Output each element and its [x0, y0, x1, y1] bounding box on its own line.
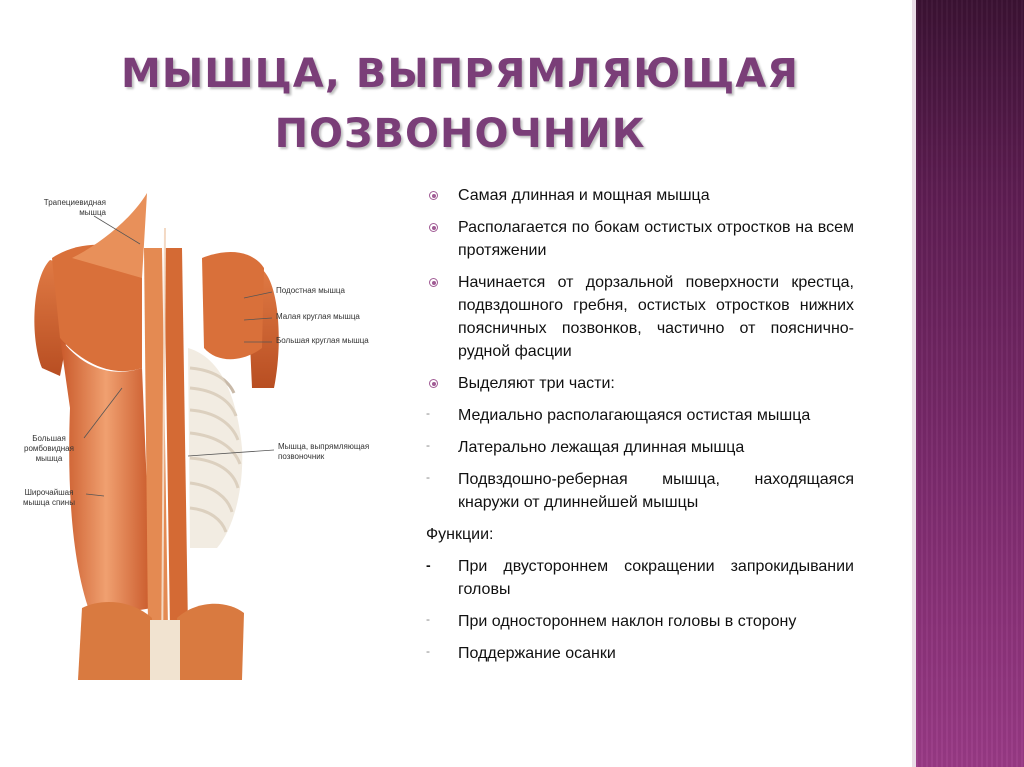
- dash-marker: -: [426, 612, 430, 626]
- label-infraspinatus: Подостная мышца: [276, 286, 345, 295]
- list-item: [426, 436, 854, 459]
- list-item-text: При двустороннем сокращении запрокидывании головы: [458, 558, 854, 598]
- back-muscles-illustration: [12, 188, 392, 680]
- list-item: [426, 184, 854, 207]
- dash-marker: -: [426, 470, 430, 484]
- slide-title-line-2: ПОЗВОНОЧНИК: [274, 111, 646, 157]
- list-item: [426, 216, 854, 262]
- list-item: [426, 642, 854, 665]
- slide-title: [100, 44, 820, 164]
- dash-marker: -: [426, 406, 430, 420]
- label-latissimus: Широчайшая мышца спины: [23, 488, 75, 507]
- list-item-text: Латерально лежащая длинная мышца: [458, 439, 745, 456]
- list-item: [426, 372, 854, 395]
- label-teres-major: Большая круглая мышца: [276, 336, 369, 345]
- list-item-text: Начинается от дорзальной поверхности крестца, подвздошного гребня, остистых отростков нижних поясничных позвонков, частично от пояснично-рудной фасции: [458, 274, 854, 360]
- list-item: [426, 271, 854, 363]
- list-item-text: Располагается по бокам остистых отростков на всем протяжении: [458, 219, 854, 259]
- list-item-text: При одностороннем наклон головы в сторону: [458, 613, 797, 630]
- list-item: [426, 610, 854, 633]
- dash-marker: -: [426, 557, 431, 573]
- content-list: [426, 184, 854, 674]
- list-item-text: Медиально располагающаяся остистая мышца: [458, 407, 811, 424]
- list-item-text: Самая длинная и мощная мышца: [458, 187, 710, 204]
- list-item-text: Поддержание осанки: [458, 645, 616, 662]
- functions-heading: [426, 523, 854, 546]
- functions-heading-text: Функции:: [426, 526, 494, 543]
- label-teres-minor: Малая круглая мышца: [276, 312, 360, 321]
- decorative-side-band: [912, 0, 1024, 767]
- label-trapezius: Трапециевидная мышца: [43, 198, 106, 217]
- list-item: [426, 404, 854, 427]
- label-erector-spinae: Мышца, выпрямляющая позвоночник: [278, 442, 370, 461]
- list-item-text: Подвздошно-реберная мышца, находящаяся кнаружи от длиннейшей мышцы: [458, 471, 854, 511]
- list-item: [426, 468, 854, 514]
- list-item-text: Выделяют три части:: [458, 375, 615, 392]
- list-item: [426, 555, 854, 601]
- dash-marker: -: [426, 438, 430, 452]
- label-rhomboid-major: Большая ромбовидная мышца: [24, 434, 74, 463]
- dash-marker: -: [426, 644, 430, 658]
- slide-title-line-1: МЫШЦА, ВЫПРЯМЛЯЮЩАЯ: [121, 51, 799, 97]
